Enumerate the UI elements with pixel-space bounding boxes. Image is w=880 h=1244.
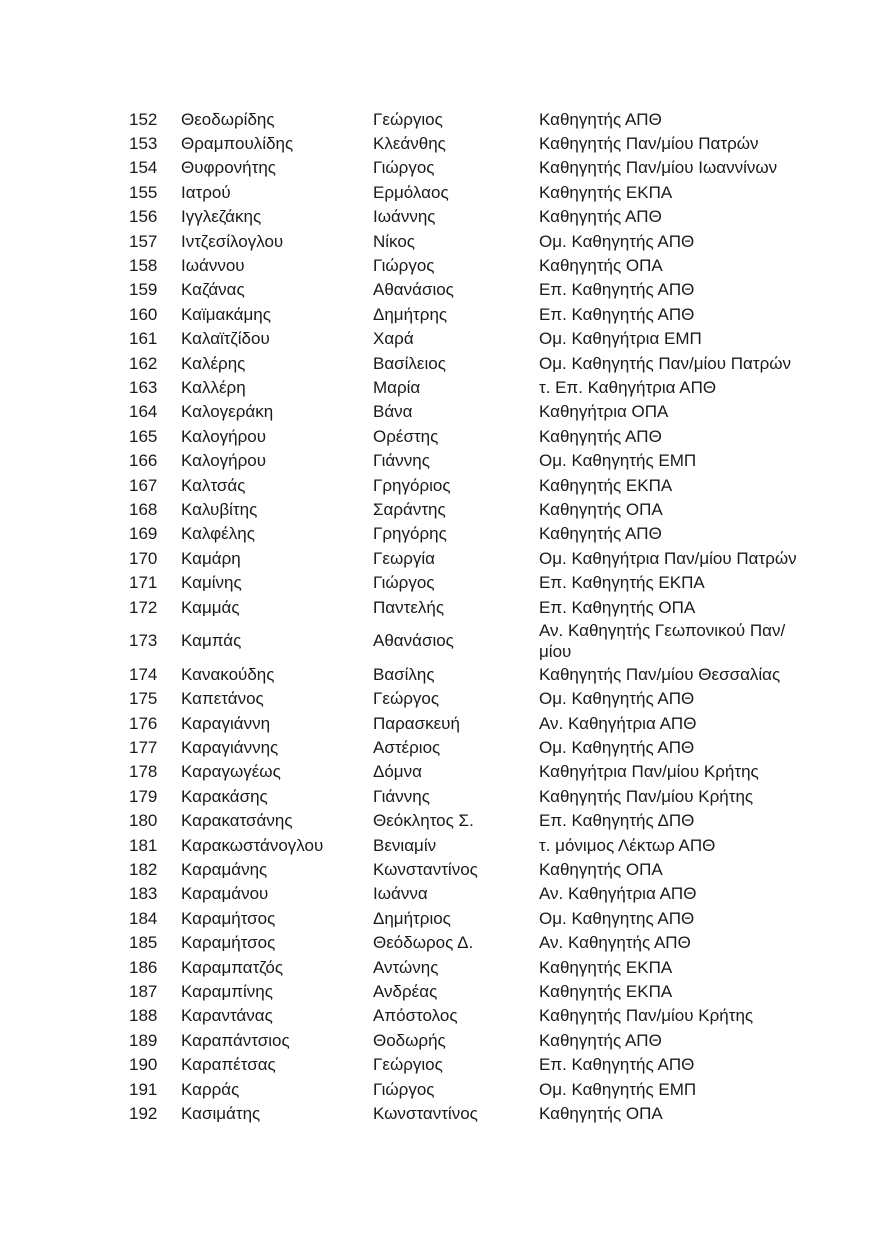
row-title: Καθηγήτρια ΟΠΑ bbox=[539, 402, 669, 422]
row-first-name: Κωνσταντίνος bbox=[373, 1103, 478, 1123]
table-row bbox=[129, 1028, 809, 1052]
table-row bbox=[129, 497, 809, 521]
row-number: 160 bbox=[129, 304, 158, 324]
row-title: Αν. Καθηγητής Γεωπονικού Παν/μίου bbox=[539, 620, 786, 661]
table-row bbox=[129, 156, 809, 180]
table-row bbox=[129, 400, 809, 424]
table-row bbox=[129, 107, 809, 131]
row-title: Καθηγητής Παν/μίου Κρήτης bbox=[539, 1006, 754, 1026]
row-title: Καθηγητής Παν/μίου Θεσσαλίας bbox=[539, 664, 781, 684]
row-number: 175 bbox=[129, 689, 158, 709]
row-first-name: Γιώργος bbox=[373, 573, 435, 593]
row-number: 164 bbox=[129, 402, 158, 422]
row-title: τ. Επ. Καθηγήτρια ΑΠΘ bbox=[539, 377, 717, 397]
table-row bbox=[129, 351, 809, 375]
row-number: 154 bbox=[129, 158, 158, 178]
row-title: Καθηγητής ΟΠΑ bbox=[539, 256, 663, 276]
row-surname: Καραντάνας bbox=[181, 1006, 273, 1026]
table-row bbox=[129, 662, 809, 686]
table-row bbox=[129, 1077, 809, 1101]
row-title: Ομ. Καθηγητής Παν/μίου Πατρών bbox=[539, 353, 792, 373]
row-title: Καθηγητής Παν/μίου Ιωαννίνων bbox=[539, 158, 778, 178]
table-row bbox=[129, 619, 809, 662]
row-surname: Θραμπουλίδης bbox=[181, 134, 294, 154]
table-row bbox=[129, 327, 809, 351]
row-first-name: Κωνσταντίνος bbox=[373, 860, 478, 880]
row-first-name: Βάνα bbox=[373, 402, 413, 422]
table-row bbox=[129, 760, 809, 784]
row-first-name: Βασίλης bbox=[373, 664, 435, 684]
row-surname: Ιατρού bbox=[181, 182, 231, 202]
row-number: 174 bbox=[129, 664, 158, 684]
row-surname: Καλυβίτης bbox=[181, 499, 258, 519]
row-first-name: Γρηγόριος bbox=[373, 475, 451, 495]
row-number: 191 bbox=[129, 1079, 158, 1099]
row-number: 192 bbox=[129, 1103, 158, 1123]
row-title: Ομ. Καθηγήτρια Παν/μίου Πατρών bbox=[539, 548, 797, 568]
row-first-name: Βενιαμίν bbox=[373, 835, 437, 855]
row-title: Καθηγητής ΑΠΘ bbox=[539, 207, 662, 227]
table-row bbox=[129, 546, 809, 570]
table-row bbox=[129, 424, 809, 448]
row-surname: Καπετάνος bbox=[181, 689, 264, 709]
row-surname: Καλφέλης bbox=[181, 524, 255, 544]
row-first-name: Θεόκλητος Σ. bbox=[373, 811, 474, 831]
row-title: Καθηγητής ΟΠΑ bbox=[539, 860, 663, 880]
row-surname: Καραμάνου bbox=[181, 884, 269, 904]
row-surname: Καμπάς bbox=[181, 631, 242, 651]
table-row bbox=[129, 205, 809, 229]
row-first-name: Ανδρέας bbox=[373, 981, 438, 1001]
row-number: 190 bbox=[129, 1055, 158, 1075]
row-number: 168 bbox=[129, 499, 158, 519]
row-surname: Καλέρης bbox=[181, 353, 246, 373]
row-first-name: Γιάννης bbox=[373, 786, 430, 806]
row-first-name: Γεώργιος bbox=[373, 109, 443, 129]
row-number: 182 bbox=[129, 860, 158, 880]
table-row bbox=[129, 906, 809, 930]
row-first-name: Αστέριος bbox=[373, 738, 441, 758]
row-title: Αν. Καθηγήτρια ΑΠΘ bbox=[539, 713, 697, 733]
row-surname: Καμάρη bbox=[181, 548, 241, 568]
row-number: 184 bbox=[129, 908, 158, 928]
row-title: Καθηγητής ΑΠΘ bbox=[539, 426, 662, 446]
row-title: Ομ. Καθηγητής ΕΜΠ bbox=[539, 1079, 697, 1099]
row-title: Καθηγητής ΕΚΠΑ bbox=[539, 981, 673, 1001]
row-surname: Καραμήτσος bbox=[181, 933, 276, 953]
row-surname: Καλογήρου bbox=[181, 426, 267, 446]
row-first-name: Γρηγόρης bbox=[373, 524, 447, 544]
row-number: 172 bbox=[129, 597, 158, 617]
row-title: Επ. Καθηγητής ΑΠΘ bbox=[539, 280, 695, 300]
row-title: Καθηγητής Παν/μίου Πατρών bbox=[539, 134, 759, 154]
table-row bbox=[129, 833, 809, 857]
row-surname: Καζάνας bbox=[181, 280, 245, 300]
row-surname: Καραπέτσας bbox=[181, 1055, 276, 1075]
row-number: 165 bbox=[129, 426, 158, 446]
row-first-name: Ιωάννα bbox=[373, 884, 428, 904]
row-surname: Ιγγλεζάκης bbox=[181, 207, 262, 227]
row-first-name: Παρασκευή bbox=[373, 713, 460, 733]
row-surname: Καρακατσάνης bbox=[181, 811, 293, 831]
row-surname: Ιντζεσίλογλου bbox=[181, 231, 284, 251]
row-first-name: Μαρία bbox=[373, 377, 421, 397]
row-first-name: Θεόδωρος Δ. bbox=[373, 933, 474, 953]
row-title: Καθηγητής ΟΠΑ bbox=[539, 1103, 663, 1123]
row-first-name: Θοδωρής bbox=[373, 1030, 446, 1050]
row-number: 177 bbox=[129, 738, 158, 758]
row-first-name: Δημήτρης bbox=[373, 304, 448, 324]
row-surname: Καρράς bbox=[181, 1079, 240, 1099]
row-number: 185 bbox=[129, 933, 158, 953]
row-first-name: Γεώργος bbox=[373, 689, 440, 709]
row-surname: Θυφρονήτης bbox=[181, 158, 276, 178]
row-first-name: Αθανάσιος bbox=[373, 280, 454, 300]
row-surname: Θεοδωρίδης bbox=[181, 109, 275, 129]
table-row bbox=[129, 687, 809, 711]
row-number: 166 bbox=[129, 451, 158, 471]
row-first-name: Ορέστης bbox=[373, 426, 439, 446]
row-first-name: Βασίλειος bbox=[373, 353, 446, 373]
row-number: 159 bbox=[129, 280, 158, 300]
row-first-name: Κλεάνθης bbox=[373, 134, 446, 154]
row-first-name: Χαρά bbox=[373, 329, 414, 349]
row-number: 189 bbox=[129, 1030, 158, 1050]
row-first-name: Γιώργος bbox=[373, 1079, 435, 1099]
row-number: 178 bbox=[129, 762, 158, 782]
row-first-name: Παντελής bbox=[373, 597, 445, 617]
table-row bbox=[129, 931, 809, 955]
row-number: 156 bbox=[129, 207, 158, 227]
row-title: Επ. Καθηγητής ΔΠΘ bbox=[539, 811, 695, 831]
row-title: Αν. Καθηγήτρια ΑΠΘ bbox=[539, 884, 697, 904]
row-first-name: Δημήτριος bbox=[373, 908, 451, 928]
row-surname: Καρακάσης bbox=[181, 786, 268, 806]
table-row bbox=[129, 711, 809, 735]
table-row bbox=[129, 1101, 809, 1125]
row-number: 170 bbox=[129, 548, 158, 568]
row-surname: Καμμάς bbox=[181, 597, 240, 617]
row-number: 173 bbox=[129, 631, 158, 651]
row-title: Καθηγητής ΕΚΠΑ bbox=[539, 957, 673, 977]
row-number: 188 bbox=[129, 1006, 158, 1026]
row-first-name: Σαράντης bbox=[373, 499, 446, 519]
row-surname: Ιωάννου bbox=[181, 256, 245, 276]
row-surname: Καρακωστάνογλου bbox=[181, 835, 324, 855]
row-surname: Καραμάνης bbox=[181, 860, 268, 880]
row-number: 187 bbox=[129, 981, 158, 1001]
signatories-table bbox=[129, 107, 809, 1126]
row-number: 163 bbox=[129, 377, 158, 397]
table-row bbox=[129, 229, 809, 253]
row-first-name: Αντώνης bbox=[373, 957, 439, 977]
row-surname: Κασιμάτης bbox=[181, 1103, 261, 1123]
row-title: Καθηγητής Παν/μίου Κρήτης bbox=[539, 786, 754, 806]
table-row bbox=[129, 375, 809, 399]
row-surname: Καμίνης bbox=[181, 573, 242, 593]
row-title: Επ. Καθηγητής ΟΠΑ bbox=[539, 597, 696, 617]
row-number: 179 bbox=[129, 786, 158, 806]
row-first-name: Γιώργος bbox=[373, 256, 435, 276]
row-surname: Καραγιάννη bbox=[181, 713, 271, 733]
table-row bbox=[129, 955, 809, 979]
row-title: Επ. Καθηγητής ΕΚΠΑ bbox=[539, 573, 705, 593]
row-first-name: Γιάννης bbox=[373, 451, 430, 471]
table-row bbox=[129, 473, 809, 497]
row-title: Καθηγήτρια Παν/μίου Κρήτης bbox=[539, 762, 759, 782]
row-title: Επ. Καθηγητής ΑΠΘ bbox=[539, 304, 695, 324]
table-row bbox=[129, 1004, 809, 1028]
row-number: 153 bbox=[129, 134, 158, 154]
row-surname: Καραμπατζός bbox=[181, 957, 284, 977]
table-row bbox=[129, 979, 809, 1003]
row-number: 176 bbox=[129, 713, 158, 733]
row-first-name: Απόστολος bbox=[373, 1006, 458, 1026]
table-row bbox=[129, 131, 809, 155]
row-title: Ομ. Καθηγητής ΑΠΘ bbox=[539, 689, 695, 709]
row-surname: Καλλέρη bbox=[181, 377, 246, 397]
row-title: Αν. Καθηγητής ΑΠΘ bbox=[539, 933, 691, 953]
table-row bbox=[129, 882, 809, 906]
table-row bbox=[129, 735, 809, 759]
table-row bbox=[129, 253, 809, 277]
row-surname: Καλογήρου bbox=[181, 451, 267, 471]
row-number: 155 bbox=[129, 182, 158, 202]
row-surname: Καλογεράκη bbox=[181, 402, 274, 422]
table-row bbox=[129, 809, 809, 833]
row-title: Καθηγητής ΕΚΠΑ bbox=[539, 475, 673, 495]
table-row bbox=[129, 1052, 809, 1076]
row-number: 181 bbox=[129, 835, 158, 855]
row-title: Ομ. Καθηγητής ΑΠΘ bbox=[539, 231, 695, 251]
row-first-name: Γεώργιος bbox=[373, 1055, 443, 1075]
row-first-name: Αθανάσιος bbox=[373, 631, 454, 651]
row-number: 162 bbox=[129, 353, 158, 373]
row-surname: Κανακούδης bbox=[181, 664, 275, 684]
row-number: 169 bbox=[129, 524, 158, 544]
table-row bbox=[129, 595, 809, 619]
row-surname: Καλαϊτζίδου bbox=[181, 329, 270, 349]
row-first-name: Νίκος bbox=[373, 231, 415, 251]
table-row bbox=[129, 570, 809, 594]
row-number: 157 bbox=[129, 231, 158, 251]
row-title: Ομ. Καθηγητής ΑΠΘ bbox=[539, 738, 695, 758]
table-row bbox=[129, 522, 809, 546]
table-row bbox=[129, 302, 809, 326]
table-row bbox=[129, 784, 809, 808]
row-first-name: Ερμόλαος bbox=[373, 182, 449, 202]
row-number: 161 bbox=[129, 329, 158, 349]
row-surname: Καραπάντσιος bbox=[181, 1030, 290, 1050]
row-title: Καθηγητής ΑΠΘ bbox=[539, 524, 662, 544]
table-row bbox=[129, 448, 809, 472]
row-title: Καθηγητής ΑΠΘ bbox=[539, 109, 662, 129]
row-title: Καθηγητής ΑΠΘ bbox=[539, 1030, 662, 1050]
row-title: τ. μόνιμος Λέκτωρ ΑΠΘ bbox=[539, 835, 716, 855]
row-title: Ομ. Καθηγητής ΕΜΠ bbox=[539, 451, 697, 471]
table-row bbox=[129, 180, 809, 204]
table-row bbox=[129, 278, 809, 302]
row-surname: Καϊμακάμης bbox=[181, 304, 271, 324]
row-title: Καθηγητής ΟΠΑ bbox=[539, 499, 663, 519]
row-first-name: Ιωάννης bbox=[373, 207, 436, 227]
row-surname: Καραμήτσος bbox=[181, 908, 276, 928]
row-number: 171 bbox=[129, 573, 158, 593]
row-first-name: Γεωργία bbox=[373, 548, 435, 568]
row-number: 158 bbox=[129, 256, 158, 276]
row-first-name: Δόμνα bbox=[373, 762, 422, 782]
row-surname: Καλτσάς bbox=[181, 475, 246, 495]
row-number: 167 bbox=[129, 475, 158, 495]
row-first-name: Γιώργος bbox=[373, 158, 435, 178]
row-number: 180 bbox=[129, 811, 158, 831]
row-title: Ομ. Καθηγήτρια ΕΜΠ bbox=[539, 329, 702, 349]
row-number: 152 bbox=[129, 109, 158, 129]
row-number: 186 bbox=[129, 957, 158, 977]
row-surname: Καραγιάννης bbox=[181, 738, 279, 758]
row-title: Καθηγητής ΕΚΠΑ bbox=[539, 182, 673, 202]
row-surname: Καραγωγέως bbox=[181, 762, 281, 782]
row-title: Επ. Καθηγητής ΑΠΘ bbox=[539, 1055, 695, 1075]
signatories-table-body bbox=[129, 107, 809, 1126]
row-title: Ομ. Καθηγητης ΑΠΘ bbox=[539, 908, 695, 928]
row-number: 183 bbox=[129, 884, 158, 904]
table-row bbox=[129, 857, 809, 881]
row-surname: Καραμπίνης bbox=[181, 981, 273, 1001]
